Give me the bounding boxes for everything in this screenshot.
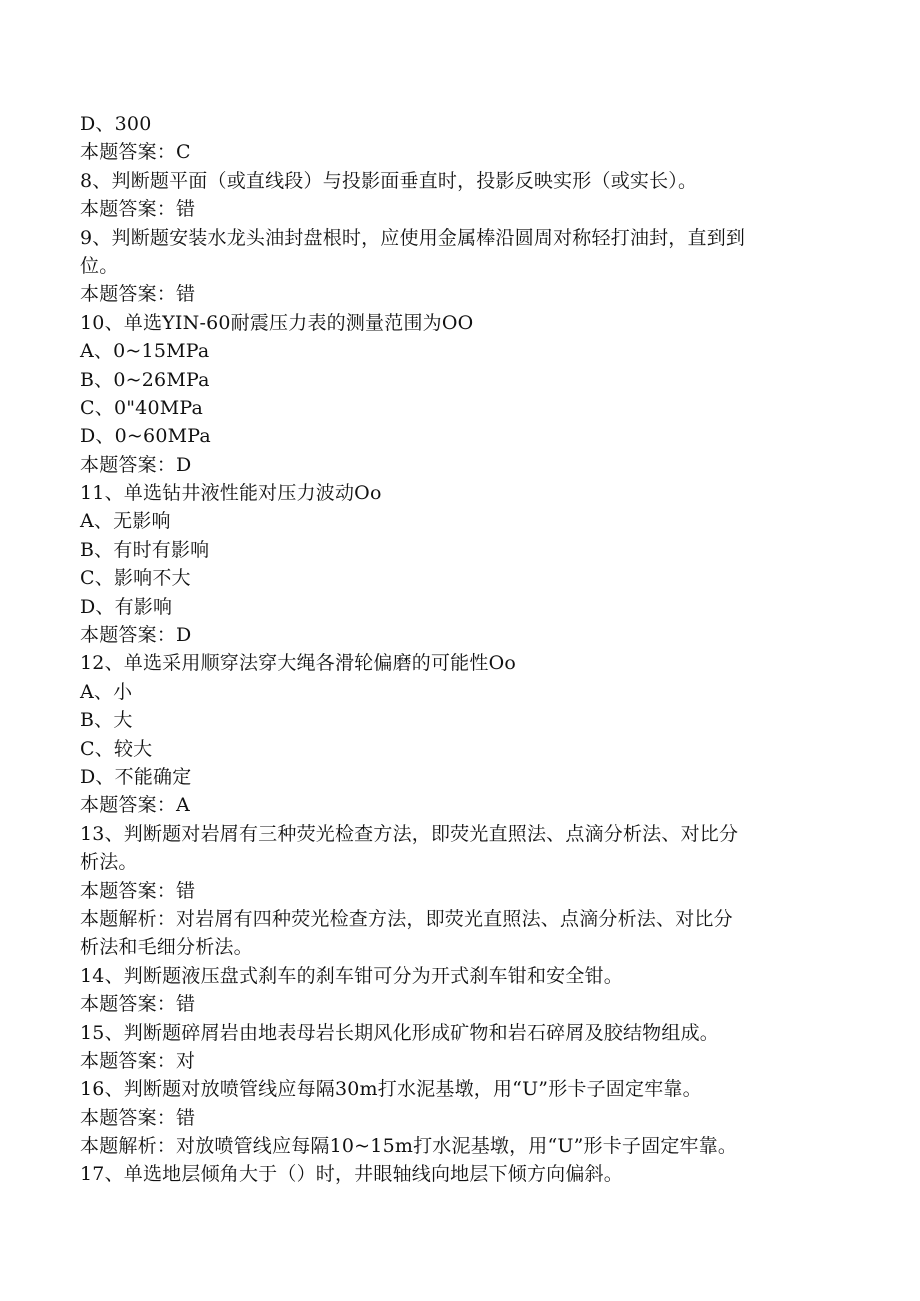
document-page xyxy=(80,110,840,1189)
option-line: B、大 xyxy=(80,709,133,732)
answer-line: 本题答案：D xyxy=(80,624,192,647)
option-line: A、无影响 xyxy=(80,510,171,533)
explanation-line: 本题解析：对岩屑有四种荧光检查方法，即荧光直照法、点滴分析法、对比分 xyxy=(80,907,733,930)
text-line: 位。 xyxy=(80,254,119,277)
answer-line: 本题答案：错 xyxy=(80,993,196,1016)
answer-line: 本题答案：错 xyxy=(80,1106,196,1129)
question-line: 14、判断题液压盘式刹车的刹车钳可分为开式刹车钳和安全钳。 xyxy=(80,964,623,987)
option-line: B、0~26MPa xyxy=(80,368,210,391)
answer-line: 本题答案：错 xyxy=(80,283,196,306)
explanation-line: 本题解析：对放喷管线应每隔10~15m打水泥基墩，用“U”形卡子固定牢靠。 xyxy=(80,1135,738,1158)
question-line: 16、判断题对放喷管线应每隔30m打水泥基墩，用“U”形卡子固定牢靠。 xyxy=(80,1078,702,1101)
option-line: B、有时有影响 xyxy=(80,538,210,561)
question-line: 8、判断题平面（或直线段）与投影面垂直时，投影反映实形（或实长）。 xyxy=(80,169,698,192)
option-line: A、小 xyxy=(80,680,133,703)
text-line: D、300 xyxy=(80,113,152,135)
question-line: 9、判断题安装水龙头油封盘根时，应使用金属棒沿圆周对称轻打油封，直到到 xyxy=(80,226,746,249)
question-line: 10、单选YIN-60耐震压力表的测量范围为OO xyxy=(80,311,474,334)
option-line: D、有影响 xyxy=(80,595,173,618)
option-line: C、影响不大 xyxy=(80,567,191,590)
question-line: 17、单选地层倾角大于（）时，井眼轴线向地层下倾方向偏斜。 xyxy=(80,1163,623,1186)
question-line: 15、判断题碎屑岩由地表母岩长期风化形成矿物和岩石碎屑及胶结物组成。 xyxy=(80,1021,719,1044)
option-line: D、0~60MPa xyxy=(80,425,211,448)
question-line: 13、判断题对岩屑有三种荧光检查方法，即荧光直照法、点滴分析法、对比分 xyxy=(80,822,739,845)
text-line: 析法。 xyxy=(80,851,138,874)
answer-line: 本题答案：C xyxy=(80,141,191,164)
answer-line: 本题答案：对 xyxy=(80,1049,196,1072)
option-line: C、较大 xyxy=(80,737,153,760)
answer-line: 本题答案：A xyxy=(80,794,190,817)
option-line: A、0~15MPa xyxy=(80,340,210,363)
text-line: 析法和毛细分析法。 xyxy=(80,936,253,959)
answer-line: 本题答案：错 xyxy=(80,879,196,902)
option-line: D、不能确定 xyxy=(80,765,192,788)
answer-line: 本题答案：错 xyxy=(80,198,196,221)
question-line: 11、单选钻井液性能对压力波动Oo xyxy=(80,482,382,505)
answer-line: 本题答案：D xyxy=(80,453,192,476)
question-line: 12、单选采用顺穿法穿大绳各滑轮偏磨的可能性Oo xyxy=(80,652,516,675)
option-line: C、0"40MPa xyxy=(80,396,204,419)
